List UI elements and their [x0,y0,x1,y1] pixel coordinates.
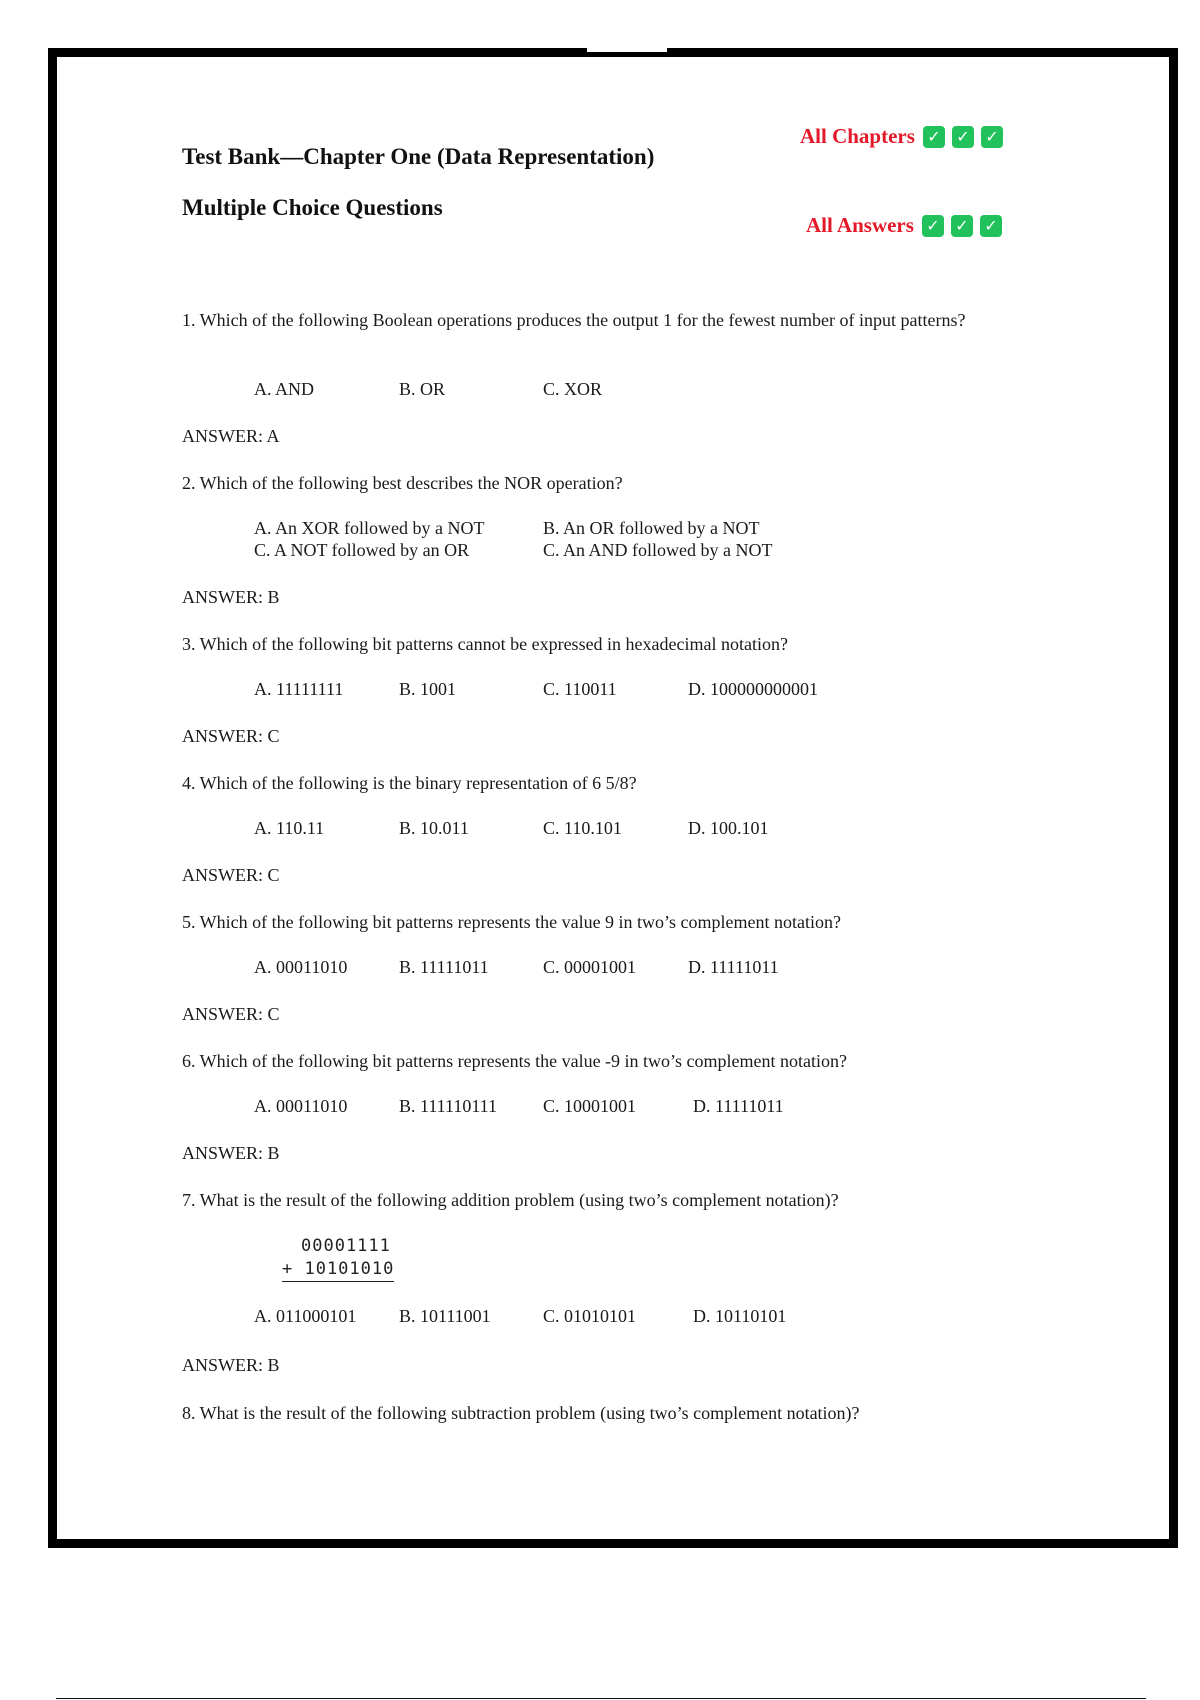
green-check-icon: ✓ [923,126,945,148]
question-1-option: A. AND [254,379,315,399]
question-7: 7. What is the result of the following addition problem (using two’s complement notation)? [182,1190,839,1210]
question-7-option: C. 01010101 [543,1306,637,1326]
green-check-icon: ✓ [981,126,1003,148]
question-1-answer: ANSWER: A [182,426,280,446]
question-1-option: B. OR [399,379,446,399]
question-6: 6. Which of the following bit patterns represents the value -9 in two’s complement notation? [182,1051,848,1071]
question-6-option: C. 10001001 [543,1096,637,1116]
question-4-option: D. 100.101 [688,818,769,838]
page-title: Test Bank—Chapter One (Data Representation) [182,144,655,169]
green-check-icon: ✓ [951,215,973,237]
question-5-option: D. 11111011 [688,957,779,977]
green-check-icon: ✓ [980,215,1002,237]
question-3-option: B. 1001 [399,679,457,699]
question-5: 5. Which of the following bit patterns represents the value 9 in two’s complement notation? [182,912,842,932]
question-3-option: A. 11111111 [254,679,344,699]
all-answers-label[interactable]: All Answers [806,213,914,237]
question-3-option: C. 110011 [543,679,617,699]
question-3: 3. Which of the following bit patterns cannot be expressed in hexadecimal notation? [182,634,788,654]
page-subtitle: Multiple Choice Questions [182,195,443,220]
all-chapters-link[interactable] [800,124,1003,149]
question-6-option: D. 11111011 [693,1096,784,1116]
question-2: 2. Which of the following best describes the NOR operation? [182,473,623,493]
question-4: 4. Which of the following is the binary representation of 6 5/8? [182,773,637,793]
question-5-option: B. 11111011 [399,957,489,977]
question-5-option: C. 00001001 [543,957,637,977]
question-1-option: C. XOR [543,379,603,399]
green-check-icon: ✓ [952,126,974,148]
question-8: 8. What is the result of the following subtraction problem (using two’s complement notation)? [182,1403,860,1423]
question-2-option: A. An XOR followed by a NOT [254,518,485,538]
question-2-option: B. An OR followed by a NOT [543,518,760,538]
question-5-answer: ANSWER: C [182,1004,280,1024]
all-answers-link[interactable] [806,213,1002,238]
question-4-answer: ANSWER: C [182,865,280,885]
question-1: 1. Which of the following Boolean operations produces the output 1 for the fewest number of input patterns? [182,310,966,330]
question-6-answer: ANSWER: B [182,1143,280,1163]
question-4-option: C. 110.101 [543,818,622,838]
addend-1: 00001111 [301,1236,391,1256]
question-7-answer: ANSWER: B [182,1355,280,1375]
question-2-option: C. An AND followed by a NOT [543,540,773,560]
question-3-option: D. 100000000001 [688,679,818,699]
question-6-option: B. 111110111 [399,1096,497,1116]
question-7-option: B. 10111001 [399,1306,491,1326]
addition-problem [282,1236,394,1282]
bottom-rule [56,1698,1146,1699]
question-2-option: C. A NOT followed by an OR [254,540,470,560]
green-check-icon: ✓ [922,215,944,237]
question-4-option: B. 10.011 [399,818,469,838]
addend-2: + 10101010 [282,1259,394,1282]
frame-notch [587,48,667,52]
all-chapters-label[interactable]: All Chapters [800,124,915,148]
question-6-option: A. 00011010 [254,1096,348,1116]
question-7-option: D. 10110101 [693,1306,787,1326]
question-4-option: A. 110.11 [254,818,325,838]
question-3-answer: ANSWER: C [182,726,280,746]
question-5-option: A. 00011010 [254,957,348,977]
question-2-answer: ANSWER: B [182,587,280,607]
question-7-option: A. 011000101 [254,1306,357,1326]
